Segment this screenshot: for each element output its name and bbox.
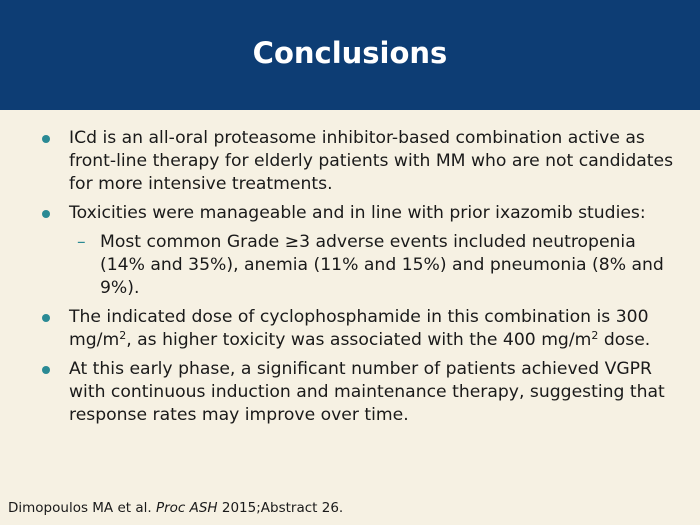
superscript-2: 2 — [119, 329, 127, 342]
bullet-list — [40, 127, 680, 433]
citation-detail: 2015;Abstract 26. — [217, 500, 344, 516]
bullet-dot-icon — [42, 314, 50, 322]
bullet-dot-icon — [42, 210, 50, 218]
bullet-item-2 — [40, 202, 680, 225]
bullet-text-3-part1: The indicated dose of cyclophosphamide in this combination is 300 mg/m — [69, 307, 649, 350]
bullet-dot-icon — [42, 135, 50, 143]
bullet-text-2: Toxicities were manageable and in line with prior ixazomib studies: — [69, 203, 646, 223]
bullet-text-3-part2: , as higher toxicity was associated with the 400 mg/m — [126, 330, 592, 350]
sub-bullet-text: Most common Grade ≥3 adverse events included neutropenia (14% and 35%), anemia (11% and 15%) and pneumonia (8% and 9%). — [100, 232, 664, 298]
bullet-item-3 — [40, 306, 680, 352]
title-bar — [0, 0, 700, 110]
bullet-text-4: At this early phase, a significant number of patients achieved VGPR with continuous induction and maintenance therapy, suggesting that response rates may improve over time. — [69, 359, 665, 425]
superscript-2: 2 — [591, 329, 599, 342]
bullet-text-1: ICd is an all-oral proteasome inhibitor-based combination active as front-line therapy for elderly patients with MM who are not candidates for more intensive treatments. — [69, 128, 674, 194]
bullet-text-3-part3: dose. — [598, 330, 651, 350]
sub-bullet-item — [40, 231, 680, 300]
slide-title: Conclusions — [252, 36, 448, 70]
citation-authors: Dimopoulos MA et al. — [8, 500, 156, 516]
bullet-item-4 — [40, 358, 680, 427]
citation-footer — [8, 500, 343, 516]
citation-journal: Proc ASH — [155, 500, 218, 516]
bullet-item-1 — [40, 127, 680, 196]
dash-icon: – — [77, 232, 86, 252]
bullet-dot-icon — [42, 366, 50, 374]
